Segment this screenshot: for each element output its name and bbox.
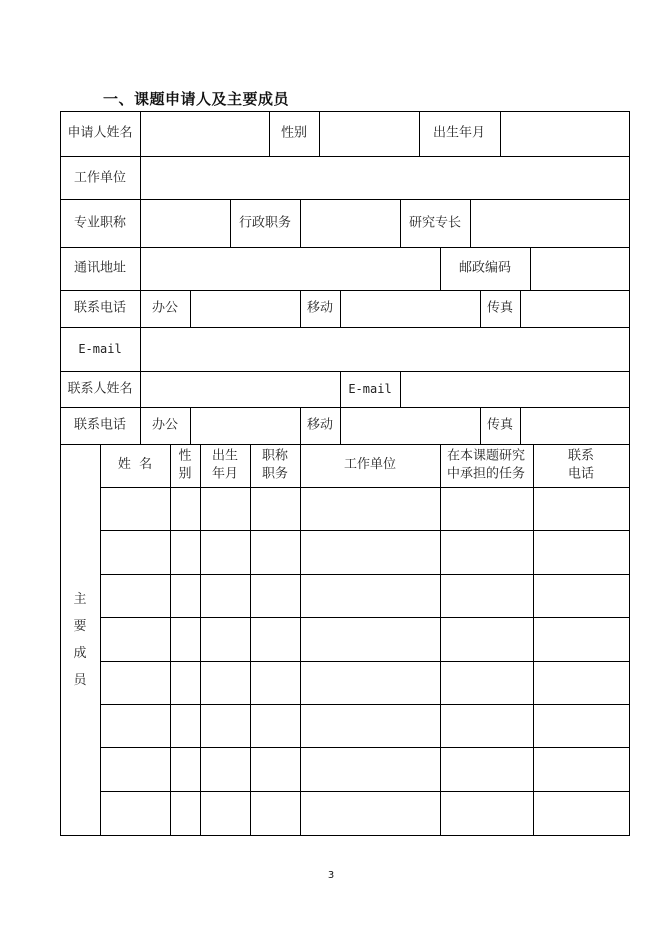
member-col-phone: 联系 电话 [567, 448, 595, 481]
office-phone-field[interactable] [191, 291, 299, 326]
fax-label: 传真 [486, 300, 514, 316]
birth-field[interactable] [501, 112, 629, 155]
contact-name-label: 联系人姓名 [67, 381, 133, 397]
contact-name-field[interactable] [141, 372, 339, 406]
member-col-work-unit: 工作单位 [343, 457, 397, 473]
page-number: 3 [327, 870, 335, 881]
col-divider [340, 371, 341, 407]
birth-label: 出生年月 [432, 125, 486, 141]
contact-phone-label: 联系电话 [73, 417, 127, 433]
mobile-label: 移动 [306, 300, 334, 316]
work-unit-label: 工作单位 [73, 170, 127, 186]
contact-office-label: 办公 [151, 417, 179, 433]
contact-mobile-label: 移动 [306, 417, 334, 433]
col-divider [300, 290, 301, 327]
email-field[interactable] [141, 328, 629, 370]
work-unit-field[interactable] [141, 157, 629, 198]
gender-label: 性别 [280, 125, 308, 141]
col-divider [440, 247, 441, 290]
member-row[interactable] [101, 618, 629, 660]
office-label: 办公 [151, 300, 179, 316]
member-col-name: 姓 名 [117, 457, 153, 473]
address-label: 通讯地址 [73, 260, 127, 276]
member-col-title: 职称 职务 [261, 448, 289, 481]
gender-field[interactable] [320, 112, 418, 155]
col-divider [300, 407, 301, 444]
member-row[interactable] [101, 531, 629, 573]
contact-office-field[interactable] [191, 408, 299, 443]
col-divider [230, 199, 231, 247]
postcode-field[interactable] [531, 248, 629, 289]
col-divider [419, 111, 420, 156]
member-col-task: 在本课题研究 中承担的任务 [446, 448, 526, 481]
contact-mobile-field[interactable] [341, 408, 479, 443]
col-divider [140, 407, 141, 444]
mobile-phone-field[interactable] [341, 291, 479, 326]
member-col-gender: 性 别 [178, 448, 192, 481]
member-row[interactable] [101, 748, 629, 790]
postcode-label: 邮政编码 [458, 260, 512, 276]
applicant-name-field[interactable] [141, 112, 268, 155]
research-field[interactable] [471, 200, 629, 246]
contact-fax-field[interactable] [521, 408, 629, 443]
col-divider [400, 199, 401, 247]
member-row[interactable] [101, 662, 629, 703]
col-divider [480, 290, 481, 327]
section-title: 一、课题申请人及主要成员 [103, 90, 290, 108]
contact-email-label: E-mail [348, 382, 392, 396]
title-field[interactable] [141, 200, 229, 246]
member-row[interactable] [101, 488, 629, 529]
contact-email-field[interactable] [401, 372, 629, 406]
research-label: 研究专长 [408, 215, 462, 231]
applicant-name-label: 申请人姓名 [67, 125, 133, 141]
fax-field[interactable] [521, 291, 629, 326]
col-divider [480, 407, 481, 444]
admin-post-field[interactable] [301, 200, 399, 246]
email-label: E-mail [78, 342, 122, 356]
contact-fax-label: 传真 [486, 417, 514, 433]
member-row[interactable] [101, 575, 629, 616]
title-label: 专业职称 [73, 215, 127, 231]
members-side-label: 主 要 成 员 [73, 592, 87, 688]
admin-post-label: 行政职务 [238, 215, 292, 231]
member-row[interactable] [101, 705, 629, 746]
member-row[interactable] [101, 792, 629, 835]
col-divider [269, 111, 270, 156]
col-divider [140, 290, 141, 327]
member-col-birth: 出生 年月 [211, 448, 239, 481]
row-divider [60, 444, 630, 445]
address-field[interactable] [141, 248, 439, 289]
phone-label: 联系电话 [73, 300, 127, 316]
